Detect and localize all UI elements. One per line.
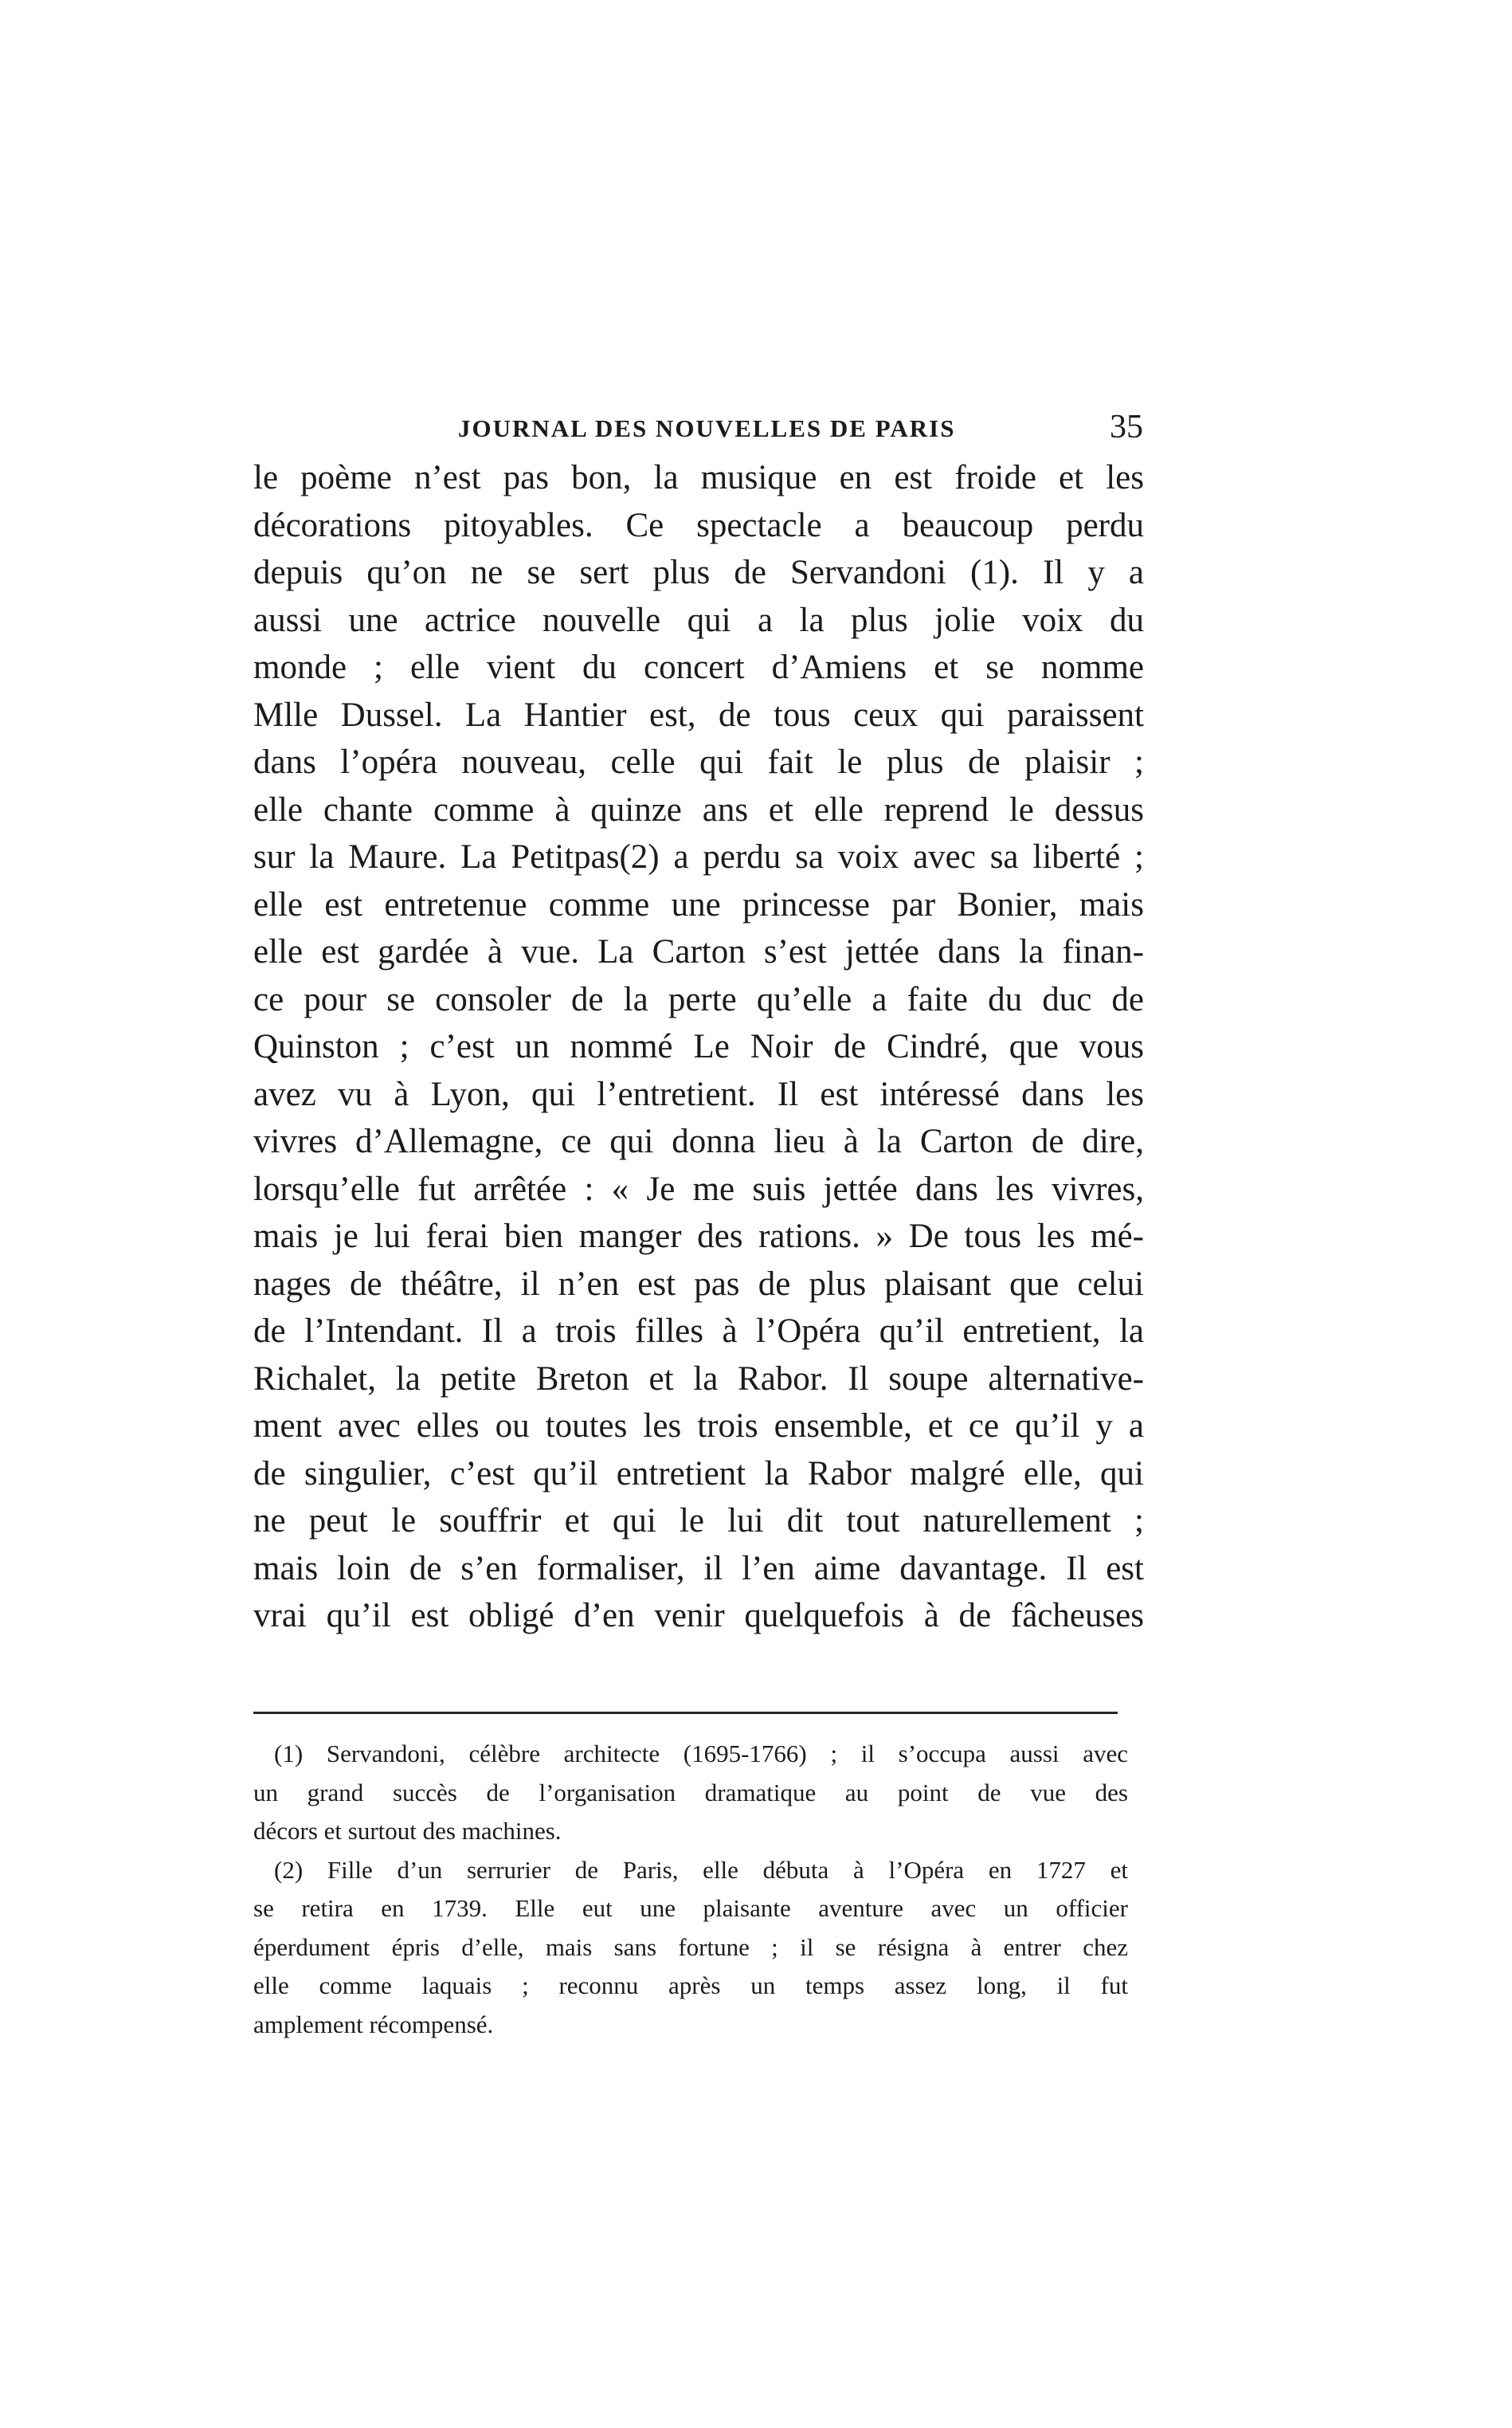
footnote-line: un grand succès de l’organisation dramatique au point de vue des [253,1778,1128,1806]
body-line: monde ; elle vient du concert d’Amiens et se nomme [253,649,1144,686]
body-line: ce pour se consoler de la perte qu’elle a faite du duc de [253,980,1144,1018]
body-line: Mlle Dussel. La Hantier est, de tous ceux qui paraissent [253,696,1144,734]
footnote-line: (2) Fille d’un serrurier de Paris, elle débuta à l’Opéra en 1727 et [274,1855,1128,1884]
body-line: dans l’opéra nouveau, celle qui fait le plus de plaisir ; [253,743,1144,781]
footnotes [253,1735,1128,2044]
body-line: ment avec elles ou toutes les trois ensemble, et ce qu’il y a [253,1407,1144,1445]
body-line: ne peut le souffrir et qui le lui dit tout naturellement ; [253,1502,1144,1540]
footnote-line: éperdument épris d’elle, mais sans fortune ; il se résigna à entrer chez [253,1932,1128,1961]
body-line: mais je lui ferai bien manger des rations. » De tous les mé- [253,1218,1144,1255]
footnote-line: (1) Servandoni, célèbre architecte (1695-1766) ; il s’occupa aussi avec [274,1740,1128,1767]
body-line: de singulier, c’est qu’il entretient la Rabor malgré elle, qui [253,1454,1144,1492]
body-line: mais loin de s’en formaliser, il l’en aime davantage. Il est [253,1549,1144,1587]
body-line: Richalet, la petite Breton et la Rabor. Il soupe alternative- [253,1359,1144,1398]
body-line: depuis qu’on ne se sert plus de Servandoni (1). Il y a [253,554,1144,591]
footnote-line: décors et surtout des machines. [253,1817,562,1845]
body-line: le poème n’est pas bon, la musique en est froide et les [253,459,1144,496]
body-line: lorsqu’elle fut arrêtée : « Je me suis jettée dans les vivres, [253,1170,1144,1208]
footnote-line: amplement récompensé. [253,2010,494,2038]
footnote-line: se retira en 1739. Elle eut une plaisante aventure avec un officier [253,1894,1128,1922]
page-number: 35 [1110,409,1143,445]
running-title: JOURNAL DES NOUVELLES DE PARIS [458,414,956,442]
body-line: elle chante comme à quinze ans et elle reprend le dessus [253,790,1144,829]
body-line: Quinston ; c’est un nommé Le Noir de Cindré, que vous [253,1028,1144,1065]
footnote-rule [253,1712,1118,1714]
footnote-line: elle comme laquais ; reconnu après un temps assez long, il fut [253,1971,1128,1999]
body-line: elle est gardée à vue. La Carton s’est jettée dans la finan- [253,933,1144,971]
body-line: aussi une actrice nouvelle qui a la plus jolie voix du [253,601,1144,639]
body-line: nages de théâtre, il n’en est pas de plus plaisant que celui [253,1265,1144,1303]
body-line: décorations pitoyables. Ce spectacle a beaucoup perdu [253,506,1144,544]
body-line: sur la Maure. La Petitpas(2) a perdu sa voix avec sa liberté ; [253,838,1144,876]
body-text [253,454,1144,1640]
body-line: elle est entretenue comme une princesse par Bonier, mais [253,885,1144,924]
body-line: vrai qu’il est obligé d’en venir quelquefois à de fâcheuses [253,1597,1144,1634]
running-head [458,408,1143,456]
body-line: de l’Intendant. Il a trois filles à l’Opéra qu’il entretient, la [253,1312,1144,1350]
body-line: vivres d’Allemagne, ce qui donna lieu à la Carton de dire, [253,1123,1144,1160]
body-line: avez vu à Lyon, qui l’entretient. Il est intéressé dans les [253,1075,1144,1113]
